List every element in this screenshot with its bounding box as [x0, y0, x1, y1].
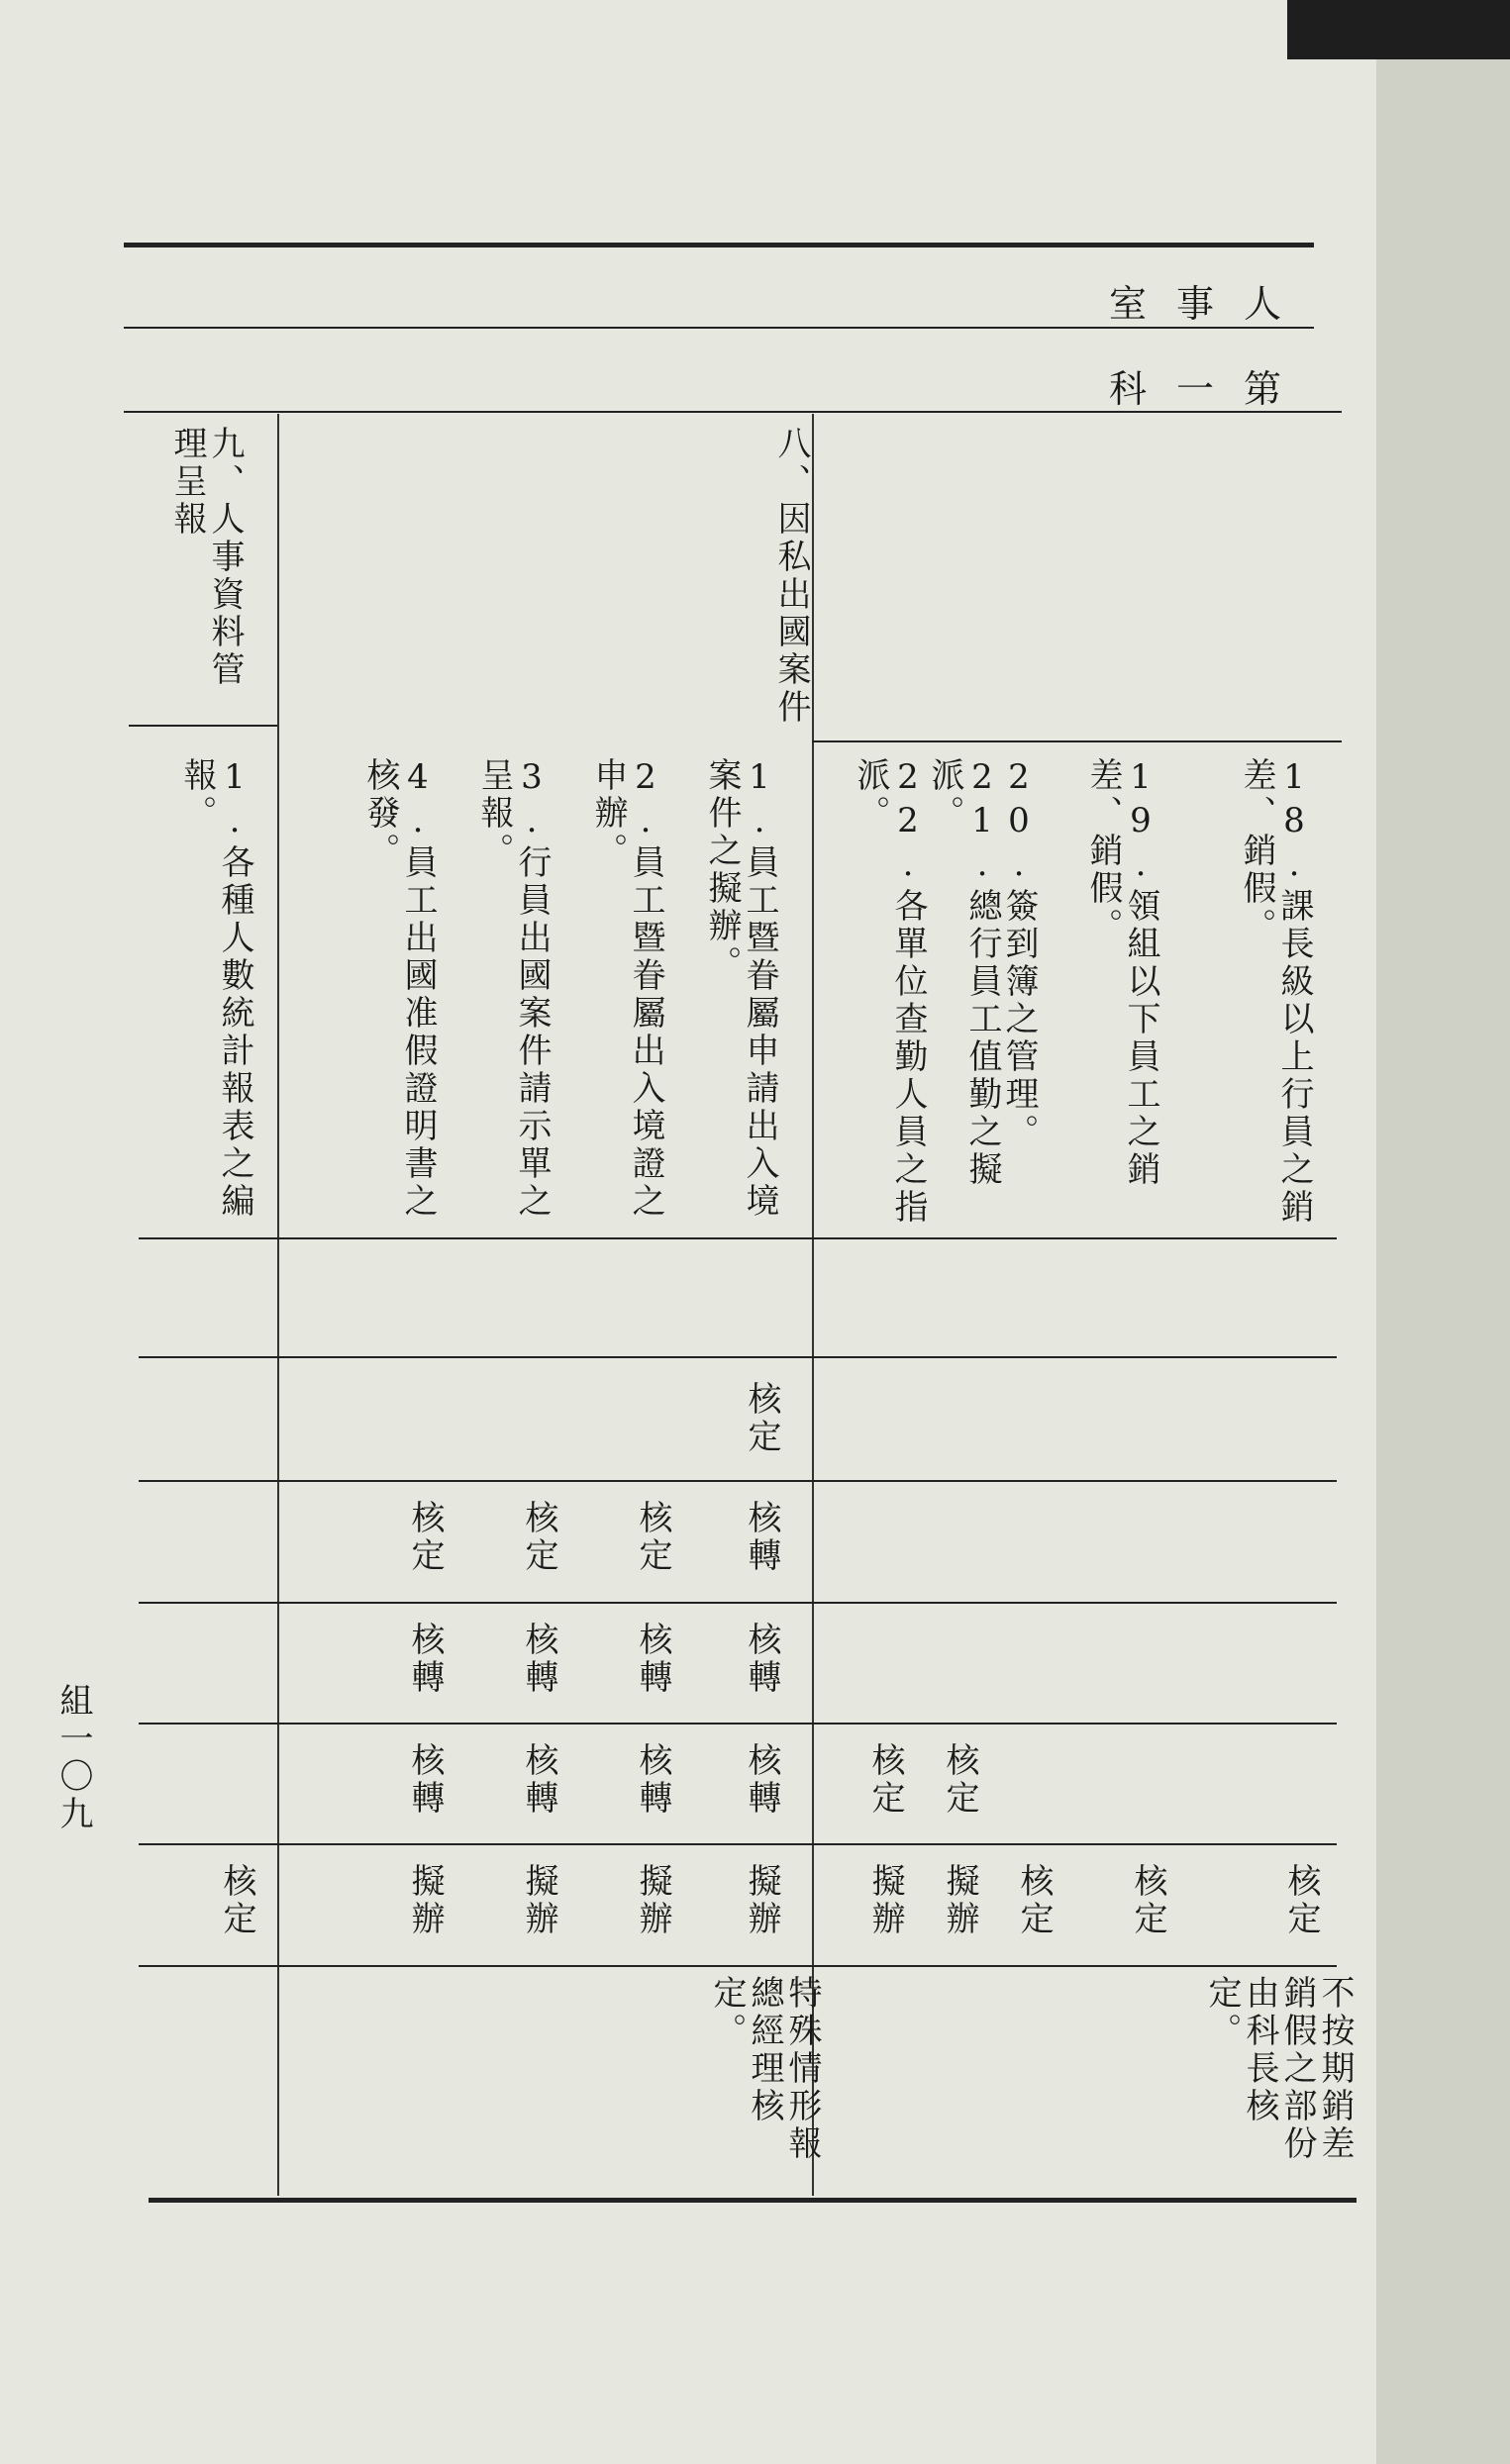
note-18: 不按期銷差銷假之部份由科長核定。: [1202, 1975, 1355, 2163]
approval-mark: 核定: [519, 1500, 558, 1575]
approval-mark: 核轉: [633, 1742, 672, 1818]
row-rule: [139, 1965, 1337, 1967]
approval-mark: 核定: [633, 1500, 672, 1575]
approval-mark: 核轉: [519, 1622, 558, 1697]
page-number: 組一〇九: [53, 1683, 93, 1833]
approval-mark: 核轉: [742, 1500, 781, 1575]
item-20: 20.簽到簿之管理。: [999, 757, 1039, 1151]
approval-mark: 核定: [742, 1381, 781, 1456]
column-divider: [812, 414, 814, 2196]
header-title: 人事室: [1109, 282, 1312, 326]
row-rule: [139, 1723, 1337, 1725]
header-subtitle: 第一科: [1109, 367, 1312, 411]
item-8-3: 3.行員出國案件請示單之呈報。: [474, 757, 552, 1221]
row-rule: [139, 1356, 1337, 1358]
approval-mark: 擬辦: [940, 1863, 979, 1938]
approval-mark: 擬辦: [633, 1863, 672, 1938]
approval-mark: 核定: [217, 1863, 256, 1938]
row-rule: [139, 1237, 1337, 1239]
section-8-heading: 八、因私出國案件: [771, 426, 811, 727]
approval-mark: 擬辦: [405, 1863, 445, 1938]
row-rule: [139, 1480, 1337, 1482]
item-21: 21.總行員工值勤之擬派。: [925, 757, 1002, 1189]
page-edge: [1376, 0, 1510, 2464]
approval-mark: 核轉: [633, 1622, 672, 1697]
approval-mark: 擬辦: [742, 1863, 781, 1938]
approval-mark: 擬辦: [865, 1863, 905, 1938]
row-rule: [129, 725, 277, 727]
bottom-rule: [149, 2198, 1357, 2203]
section-9-heading: 九、人事資料管理呈報: [167, 426, 245, 689]
approval-mark: 核定: [1281, 1863, 1321, 1938]
row-rule: [139, 1602, 1337, 1604]
item-9-1: 1.各種人數統計報表之編報。: [177, 757, 254, 1221]
row-rule: [812, 740, 1342, 742]
approval-mark: 核轉: [742, 1622, 781, 1697]
approval-mark: 擬辦: [519, 1863, 558, 1938]
approval-mark: 核轉: [405, 1742, 445, 1818]
approval-mark: 核定: [1014, 1863, 1054, 1938]
note-8: 特殊情形報總經理核定。: [707, 1975, 822, 2163]
item-18: 18.課長級以上行員之銷差、銷假。: [1237, 757, 1314, 1227]
approval-mark: 核定: [865, 1742, 905, 1818]
column-divider: [277, 414, 279, 2196]
item-8-1: 1.員工暨眷屬申請出入境案件之擬辦。: [702, 757, 779, 1221]
page-corner-shadow: [1287, 0, 1510, 59]
approval-mark: 核轉: [405, 1622, 445, 1697]
approval-mark: 核定: [1128, 1863, 1167, 1938]
approval-mark: 核定: [940, 1742, 979, 1818]
item-8-4: 4.員工出國准假證明書之核發。: [360, 757, 438, 1221]
item-8-2: 2.員工暨眷屬出入境證之申辦。: [588, 757, 665, 1221]
top-rule: [124, 243, 1314, 247]
approval-mark: 核定: [405, 1500, 445, 1575]
item-22: 22.各單位查勤人員之指派。: [851, 757, 928, 1227]
row-rule: [139, 1843, 1337, 1845]
item-19: 19.領組以下員工之銷差、銷假。: [1083, 757, 1160, 1189]
approval-mark: 核轉: [519, 1742, 558, 1818]
approval-mark: 核轉: [742, 1742, 781, 1818]
